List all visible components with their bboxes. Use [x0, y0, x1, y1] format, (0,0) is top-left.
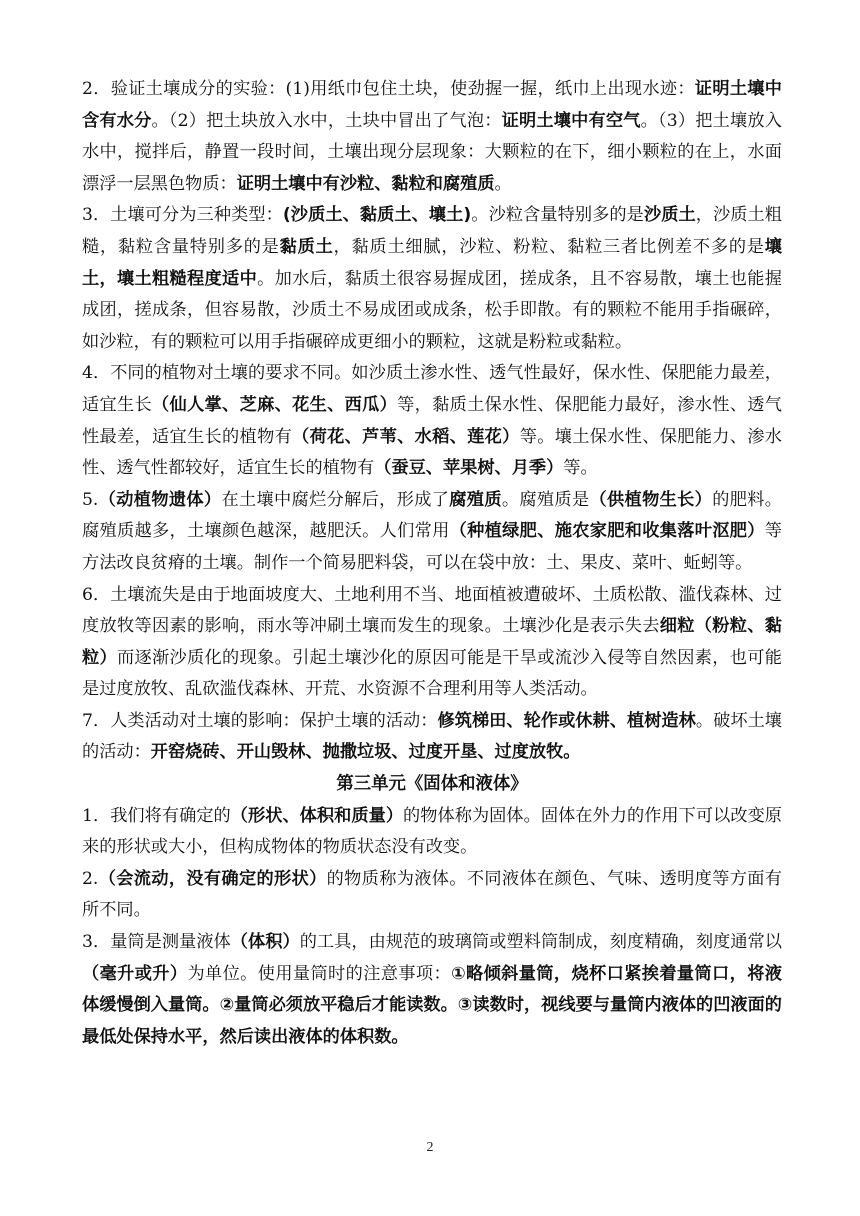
bold-key-text: 证明土壤中含有水分 [82, 79, 782, 131]
body-text: 5. [82, 489, 99, 510]
body-text: 。 [494, 173, 512, 194]
body-text: 1．我们将有确定的 [82, 805, 231, 826]
unit-heading: 第三单元《固体和液体》 [336, 774, 528, 795]
body-text: 2. [82, 868, 99, 889]
body-text: 7．人类活动对土壤的影响：保护土壤的活动： [82, 710, 438, 731]
body-text: 。沙粒含量特别多的是 [471, 205, 644, 226]
bold-key-text: （动植物遗体） [98, 489, 222, 510]
unit-paragraph-3 [82, 927, 782, 1053]
paragraph-3 [82, 200, 782, 358]
body-text: 而逐渐沙质化的现象。引起土壤沙化的原因可能是干旱或流沙入侵等自然因素，也可能是过度放牧、乱砍滥伐森林、开荒、水资源不合理利用等人类活动。 [82, 647, 782, 700]
body-text: 等。 [563, 458, 598, 479]
unit-paragraph-1 [82, 801, 782, 864]
body-text: 的肥料。腐殖质越多，土壤颜色越深，越肥沃。人们常用 [82, 489, 782, 542]
bold-key-text: （供植物生长） [589, 489, 713, 510]
bold-key-text: 开窑烧砖、开山毁林、抛撒垃圾、过度开垦、过度放牧。 [150, 742, 581, 763]
body-text: 3．土壤可分为三种类型： [82, 205, 283, 226]
bold-key-text: ①略倾斜量筒，烧杯口紧挨着量筒口，将液体缓慢倒入量筒。②量筒必须放平稳后才能读数。③读数时，视线要与量筒内液体的凹液面的最低处保持水平，然后读出液体的体积数。 [82, 963, 782, 1047]
section-soil [82, 74, 782, 769]
bold-key-text: 黏质土 [279, 236, 334, 257]
bold-key-text: （荷花、芦苇、水稻、莲花） [292, 426, 520, 447]
bold-key-text: 修筑梯田、轮作或休耕、植树造林 [437, 710, 696, 731]
paragraph-6 [82, 580, 782, 706]
paragraph-7 [82, 706, 782, 769]
paragraph-5 [82, 485, 782, 580]
body-text: 的工具，由规范的玻璃筒或塑料筒制成，刻度精确，刻度通常以 [299, 932, 782, 953]
body-text: 。破坏土壤的活动： [82, 710, 782, 763]
body-text: 等。壤土保水性、保肥能力、渗水性、透气性都较好，适宜生长的植物有 [82, 426, 782, 479]
bold-key-text: （会流动，没有确定的形状） [98, 868, 327, 889]
body-text: 等方法改良贫瘠的土壤。制作一个简易肥料袋，可以在袋中放：土、果皮、菜叶、蚯蚓等。 [82, 521, 782, 573]
section-solids-liquids [82, 801, 782, 1054]
bold-key-text: 证明土壤中有沙粒、黏粒和腐殖质 [236, 173, 495, 194]
bold-key-text: （形状、体积和质量） [230, 805, 404, 826]
body-text: 的物体称为固体。固体在外力的作用下可以改变原来的形状或大小，但构成物体的物质状态没有改变。 [82, 805, 782, 858]
paragraph-2 [82, 74, 782, 200]
bold-key-text: （仙人掌、芝麻、花生、西瓜） [152, 394, 398, 415]
paragraph-4 [82, 358, 782, 484]
unit-paragraph-2 [82, 864, 782, 927]
document-body [82, 74, 782, 1053]
body-text: 2．验证土壤成分的实验：(1)用纸巾包住土块，使劲握一握，纸巾上出现水迹： [82, 79, 695, 99]
bold-key-text: 证明土壤中有空气 [501, 110, 641, 131]
bold-key-text: （体积） [230, 932, 300, 953]
body-text: 6．土壤流失是由于地面坡度大、土地利用不当、地面植被遭破坏、土质松散、滥伐森林、过度放牧等因素的影响，雨水等冲刷土壤而发生的现象。土壤沙化是表示失去 [82, 584, 782, 637]
body-text: 3．量筒是测量液体 [82, 932, 231, 953]
bold-key-text: (沙质土、黏质土、壤土) [282, 205, 472, 226]
body-text: 等，黏质土保水性、保肥能力最好，渗水性、透气性最差，适宜生长的植物有 [82, 394, 782, 447]
body-text: 。（3）把土壤放入水中，搅拌后，静置一段时间，土壤出现分层现象：大颗粒的在下，细小颗粒的在上，水面漂浮一层黑色物质： [82, 110, 782, 194]
bold-key-text: （种植绿肥、施农家肥和收集落叶沤肥） [449, 521, 765, 542]
body-text: ，黏质土细腻，沙粒、粉粒、黏粒三者比例差不多的是 [333, 236, 765, 257]
bold-key-text: （蚕豆、苹果树、月季） [374, 458, 564, 479]
bold-key-text: 细粒（粉粒、黏粒） [82, 616, 782, 668]
body-text: 的物质称为液体。不同液体在颜色、气味、透明度等方面有所不同。 [82, 868, 782, 921]
body-text: 。（2）把土块放入水中，土块中冒出了气泡： [151, 110, 502, 131]
body-text: 。腐殖质是 [501, 489, 590, 510]
bold-key-text: 壤土，壤土粗糙程度适中 [82, 236, 782, 289]
body-text: 4．不同的植物对土壤的要求不同。如沙质土渗水性、透气性最好，保水性、保肥能力最差，适宜生长 [82, 363, 782, 415]
page-number: 2 [426, 1140, 434, 1155]
body-text: 。加水后，黏质土很容易握成团，搓成条，且不容易散，壤土也能握成团，搓成条，但容易散，沙质土不易成团或成条，松手即散。有的颗粒不能用手指碾碎，如沙粒，有的颗粒可以用手指碾碎成更细小的颗粒，这就是粉粒或黏粒。 [82, 268, 782, 352]
bold-key-text: 沙质土 [643, 205, 696, 226]
bold-key-text: 腐殖质 [449, 489, 502, 510]
body-text: 在土壤中腐烂分解后，形成了 [221, 489, 450, 510]
body-text: 为单位。使用量筒时的注意事项： [187, 963, 452, 984]
bold-key-text: （毫升或升） [82, 963, 188, 984]
body-text: ，沙质土粗糙，黏粒含量特别多的是 [82, 205, 782, 257]
